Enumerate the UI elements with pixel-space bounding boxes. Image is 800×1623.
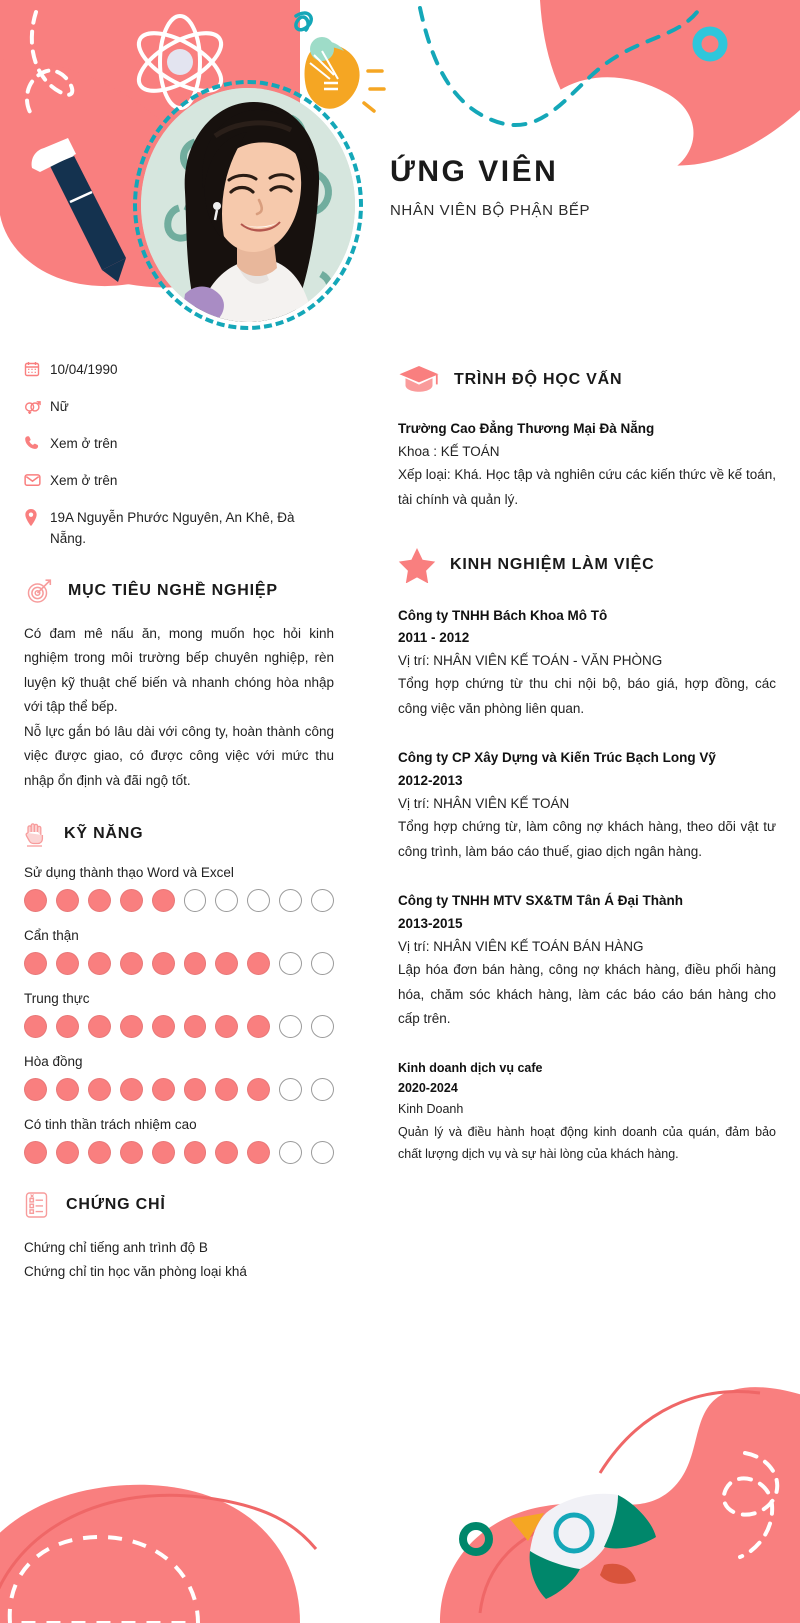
contact-value: Xem ở trên [50, 435, 118, 451]
rating-dot-filled [184, 1141, 207, 1164]
rating-dot-filled [24, 889, 47, 912]
experience-entry [398, 1058, 776, 1166]
company-name: Công ty TNHH MTV SX&TM Tân Á Đại Thành [398, 893, 683, 909]
rating-dot-empty [311, 1015, 334, 1038]
employment-period: 2013-2015 [398, 915, 463, 931]
rating-dot-filled [215, 1015, 238, 1038]
job-description: Lập hóa đơn bán hàng, công nợ khách hàng, điều phối hàng hóa, chăm sóc khách hàng, làm các báo cáo bán hàng cho cấp trên. [398, 962, 776, 1027]
gender-icon [24, 397, 50, 415]
objective-paragraph-2: Nỗ lực gắn bó lâu dài với công ty, hoàn thành công việc được giao, có được công việc với mức thu nhập ổn định và đãi ngộ tốt. [24, 723, 334, 788]
rating-dot-filled [184, 1078, 207, 1101]
rating-dot-filled [88, 952, 111, 975]
rating-dot-filled [152, 1078, 175, 1101]
phone-icon [24, 434, 50, 451]
company-name: Kinh doanh dịch vụ cafe [398, 1060, 543, 1075]
employment-period: 2012-2013 [398, 772, 463, 788]
rating-dot-empty [279, 1078, 302, 1101]
skill-rating [24, 1015, 334, 1038]
rating-dot-filled [152, 1141, 175, 1164]
rating-dot-filled [88, 1015, 111, 1038]
section-title: KỸ NĂNG [64, 825, 144, 843]
employment-period: 2011 - 2012 [398, 629, 470, 645]
school-name: Trường Cao Đẳng Thương Mại Đà Nẵng [398, 421, 655, 436]
rating-dot-filled [56, 889, 79, 912]
section-title: CHỨNG CHỈ [66, 1196, 166, 1214]
rating-dot-empty [311, 1078, 334, 1101]
rating-dot-filled [184, 952, 207, 975]
rating-dot-filled [247, 1141, 270, 1164]
email-icon [24, 471, 50, 488]
rating-dot-empty [279, 1141, 302, 1164]
rating-dot-filled [56, 1078, 79, 1101]
section-experience-header [398, 547, 776, 583]
job-description: Quản lý và điều hành hoạt động kinh doanh của quán, đảm bảo chất lượng dịch vụ và sự hài lòng của khách hàng. [398, 1124, 776, 1162]
rating-dot-filled [24, 952, 47, 975]
avatar [133, 80, 363, 330]
rating-dot-filled [56, 952, 79, 975]
experience-entry [398, 747, 776, 864]
contact-value: Nữ [50, 398, 69, 414]
rating-dot-filled [247, 1015, 270, 1038]
skill-label: Trung thực [24, 991, 90, 1007]
experience-entry [398, 890, 776, 1031]
contact-list [24, 360, 334, 550]
right-column [398, 360, 776, 1192]
job-position: Vị trí: NHÂN VIÊN KẾ TOÁN [398, 796, 570, 812]
rating-dot-empty [311, 1141, 334, 1164]
rating-dot-filled [215, 1078, 238, 1101]
skill-item [24, 1054, 334, 1101]
rating-dot-filled [152, 889, 175, 912]
header-banner [0, 0, 800, 350]
rating-dot-filled [24, 1141, 47, 1164]
job-position: Kinh Doanh [398, 1102, 464, 1117]
rating-dot-filled [120, 952, 143, 975]
job-description: Tổng hợp chứng từ, làm công nợ khách hàng, theo dõi vật tư công trình, làm báo cáo thuế, giao dịch ngân hàng. [398, 819, 776, 859]
rating-dot-empty [311, 952, 334, 975]
experience-entry [398, 605, 776, 722]
avatar-dashed-ring [133, 80, 363, 330]
job-position: Vị trí: NHÂN VIÊN KẾ TOÁN - VĂN PHÒNG [398, 653, 663, 669]
calendar-icon [24, 360, 50, 377]
contact-value: 19A Nguyễn Phước Nguyên, An Khê, Đà Nẵng. [50, 509, 295, 546]
job-position: Vị trí: NHÂN VIÊN KẾ TOÁN BÁN HÀNG [398, 938, 644, 954]
rating-dot-filled [56, 1141, 79, 1164]
rating-dot-filled [88, 1141, 111, 1164]
employment-period: 2020-2024 [398, 1081, 458, 1096]
section-education-header [398, 364, 776, 396]
skill-item [24, 865, 334, 912]
rating-dot-filled [120, 1078, 143, 1101]
certificate-item: Chứng chỉ tin học văn phòng loại khá [24, 1264, 247, 1280]
certificate-icon [24, 1190, 52, 1220]
rating-dot-filled [56, 1015, 79, 1038]
hand-icon [24, 819, 50, 849]
skill-item [24, 1117, 334, 1164]
graduation-cap-icon [398, 364, 440, 396]
rating-dot-filled [215, 952, 238, 975]
rating-dot-filled [184, 1015, 207, 1038]
skill-rating [24, 1141, 334, 1164]
rating-dot-filled [120, 889, 143, 912]
rating-dot-empty [184, 889, 207, 912]
job-description: Tổng hợp chứng từ thu chi nội bộ, báo giá, hợp đồng, các công việc văn phòng liên quan. [398, 676, 776, 716]
rating-dot-filled [215, 1141, 238, 1164]
skill-item [24, 991, 334, 1038]
left-column [24, 360, 334, 1284]
section-title: KINH NGHIỆM LÀM VIỆC [450, 555, 655, 573]
skill-label: Có tinh thần trách nhiệm cao [24, 1117, 197, 1133]
skill-rating [24, 889, 334, 912]
section-certificates-header [24, 1190, 334, 1220]
rating-dot-filled [152, 952, 175, 975]
name-block [390, 155, 590, 219]
contact-item-phone [24, 434, 334, 455]
rating-dot-filled [24, 1015, 47, 1038]
skill-rating [24, 1078, 334, 1101]
company-name: Công ty CP Xây Dựng và Kiến Trúc Bạch Long Vỹ [398, 750, 716, 766]
certificate-item: Chứng chỉ tiếng anh trình độ B [24, 1240, 208, 1256]
skill-label: Hòa đồng [24, 1054, 83, 1070]
job-title: NHÂN VIÊN BỘ PHẬN BẾP [390, 202, 591, 219]
rating-dot-empty [279, 1015, 302, 1038]
section-skills-header [24, 819, 334, 849]
skill-label: Sử dụng thành thạo Word và Excel [24, 865, 234, 881]
contact-item-gender [24, 397, 334, 418]
rating-dot-empty [279, 889, 302, 912]
skill-label: Cẩn thận [24, 928, 79, 944]
location-icon [24, 508, 50, 526]
company-name: Công ty TNHH Bách Khoa Mô Tô [398, 607, 608, 623]
footer-decoration [0, 1313, 800, 1623]
section-title: TRÌNH ĐỘ HỌC VẤN [454, 371, 623, 388]
education-description: Xếp loại: Khá. Học tập và nghiên cứu các kiến thức về kế toán, tài chính và quản lý. [398, 467, 776, 508]
rocket-icon [463, 1494, 656, 1599]
rating-dot-empty [247, 889, 270, 912]
rating-dot-filled [152, 1015, 175, 1038]
target-icon [24, 576, 54, 606]
rating-dot-filled [24, 1078, 47, 1101]
rating-dot-filled [247, 952, 270, 975]
skills-list [24, 865, 334, 1164]
section-objective-header [24, 576, 334, 606]
contact-item-address [24, 508, 334, 550]
rating-dot-filled [247, 1078, 270, 1101]
contact-item-email [24, 471, 334, 492]
rating-dot-filled [120, 1141, 143, 1164]
rating-dot-filled [120, 1015, 143, 1038]
rating-dot-empty [311, 889, 334, 912]
rating-dot-empty [279, 952, 302, 975]
contact-value: 10/04/1990 [50, 362, 118, 377]
rating-dot-filled [88, 889, 111, 912]
contact-item-birthdate [24, 360, 334, 381]
skill-item [24, 928, 334, 975]
skill-rating [24, 952, 334, 975]
education-entry [398, 418, 776, 513]
faculty: Khoa : KẾ TOÁN [398, 444, 500, 460]
objective-paragraph-1: Có đam mê nấu ăn, mong muốn học hỏi kinh nghiệm trong môi trường bếp chuyên nghiệp, rèn luyện kỹ thuật chế biến và nhanh chóng hòa nhập với tập thể bếp. [24, 625, 334, 715]
page-title: ỨNG VIÊN [390, 155, 559, 188]
star-icon [398, 547, 436, 583]
contact-value: Xem ở trên [50, 472, 118, 488]
rating-dot-filled [88, 1078, 111, 1101]
section-title: MỤC TIÊU NGHỀ NGHIỆP [68, 581, 278, 599]
rating-dot-empty [215, 889, 238, 912]
